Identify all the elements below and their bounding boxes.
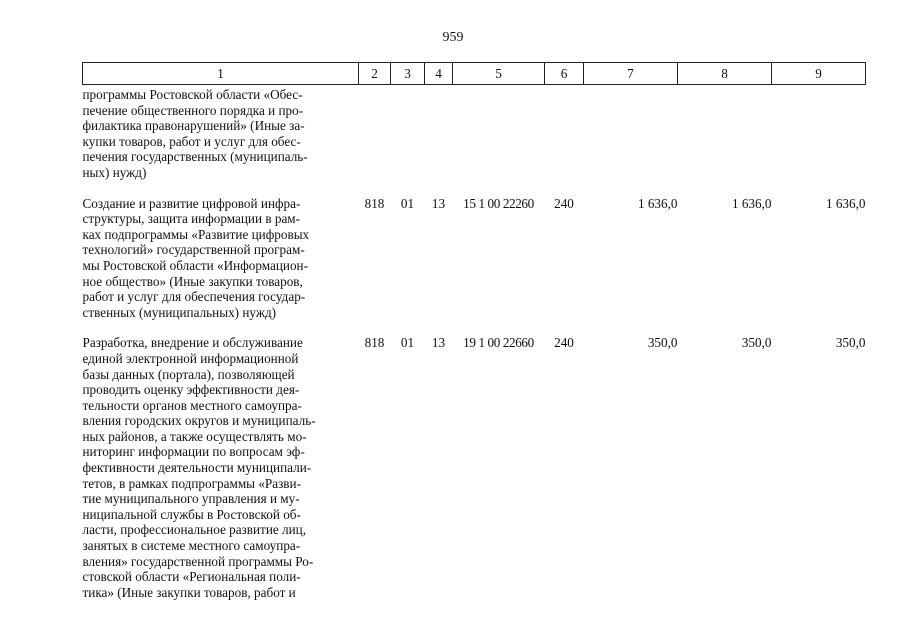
description-line: ниципальной службы в Ростовской об- [82,506,301,522]
cell-amount-3 [772,85,866,196]
cell-amount-2: 350,0 [741,335,772,351]
description-line: базы данных (портала), позволяющей [82,366,295,382]
header-col-4: 4 [425,63,453,85]
cell-expense-type: 240 [554,195,574,211]
description-line: филактика правонарушений» (Иные за- [82,118,305,134]
header-col-7: 7 [584,63,678,85]
cell-amount-1: 350,0 [647,335,678,351]
cell-amount-3: 1 636,0 [825,195,866,211]
cell-ministry: 818 [364,195,385,211]
description-line: работ и услуг для обеспечения государ- [82,289,306,305]
description-line: ниторинг информации по вопросам эф- [82,444,305,460]
row-description [83,85,359,196]
header-col-8: 8 [678,63,772,85]
cell-amount-3: 350,0 [835,335,866,351]
description-line: программы Ростовской области «Обес- [82,87,303,102]
cell-amount-2 [678,85,772,196]
cell-expense-type: 240 [554,335,574,351]
cell-subsection: 13 [431,195,446,211]
description-line: печения государственных (муниципаль- [82,149,308,165]
description-line: тика» (Иные закупки товаров, работ и [82,584,296,600]
cell-amount-2: 1 636,0 [731,195,772,211]
description-line: ках подпрограммы «Развитие цифровых [82,226,310,242]
table-row [83,335,866,600]
description-line: ное общество» (Иные закупки товаров, [82,273,303,289]
description-line: занятых в системе местного самоупра- [82,538,301,554]
cell-section: 01 [400,195,415,211]
description-line: проводить оценку эффективности дея- [82,382,300,398]
cell-ministry: 818 [364,335,385,351]
description-line: вления» государственной программы Ро- [82,553,314,569]
cell-subsection: 13 [431,335,446,351]
description-line: технологий» государственной програм- [82,242,305,258]
cell-section [391,85,425,196]
cell-subsection [425,85,453,196]
page-number: 959 [442,30,464,45]
description-line: купки товаров, работ и услуг для обес- [82,133,301,149]
cell-expense-type [545,85,584,196]
cell-amount-1: 1 636,0 [637,195,678,211]
description-line: фективности деятельности муниципали- [82,460,312,476]
description-line: единой электронной информационной [82,350,299,366]
row-description [83,335,359,600]
row-description [83,196,359,336]
description-line: Разработка, внедрение и обслуживание [82,335,303,351]
header-col-2: 2 [359,63,391,85]
cell-target-article: 15 1 00 22260 [463,195,534,211]
description-line: ласти, профессиональное развитие лиц, [82,522,307,538]
header-col-6: 6 [545,63,584,85]
cell-ministry [359,85,391,196]
description-line: ственных (муниципальных) нужд) [82,304,277,320]
description-line: мы Ростовской области «Информацион- [82,257,309,273]
header-col-1: 1 [83,63,359,85]
header-col-5: 5 [453,63,545,85]
table-row [83,196,866,336]
description-line: ных) нужд) [82,164,147,180]
description-line: ных районов, а также осуществлять мо- [82,428,307,444]
description-line: тельности органов местного самоупра- [82,397,302,413]
description-line: вления городских округов и муниципаль- [82,413,316,429]
description-line: печение общественного порядка и про- [82,102,304,118]
cell-amount-1 [584,85,678,196]
cell-target-article [453,85,545,196]
cell-section: 01 [400,335,415,351]
description-line: структуры, защита информации в рам- [82,211,301,227]
table-row [83,85,866,196]
cell-target-article: 19 1 00 22660 [463,335,534,351]
description-line: стовской области «Региональная поли- [82,569,301,585]
description-line: Создание и развитие цифровой инфра- [82,195,301,211]
header-col-3: 3 [391,63,425,85]
budget-table [82,62,866,600]
header-row [83,63,866,85]
header-col-9: 9 [772,63,866,85]
description-line: тие муниципального управления и му- [82,491,300,507]
description-line: тетов, в рамках подпрограммы «Разви- [82,475,301,491]
